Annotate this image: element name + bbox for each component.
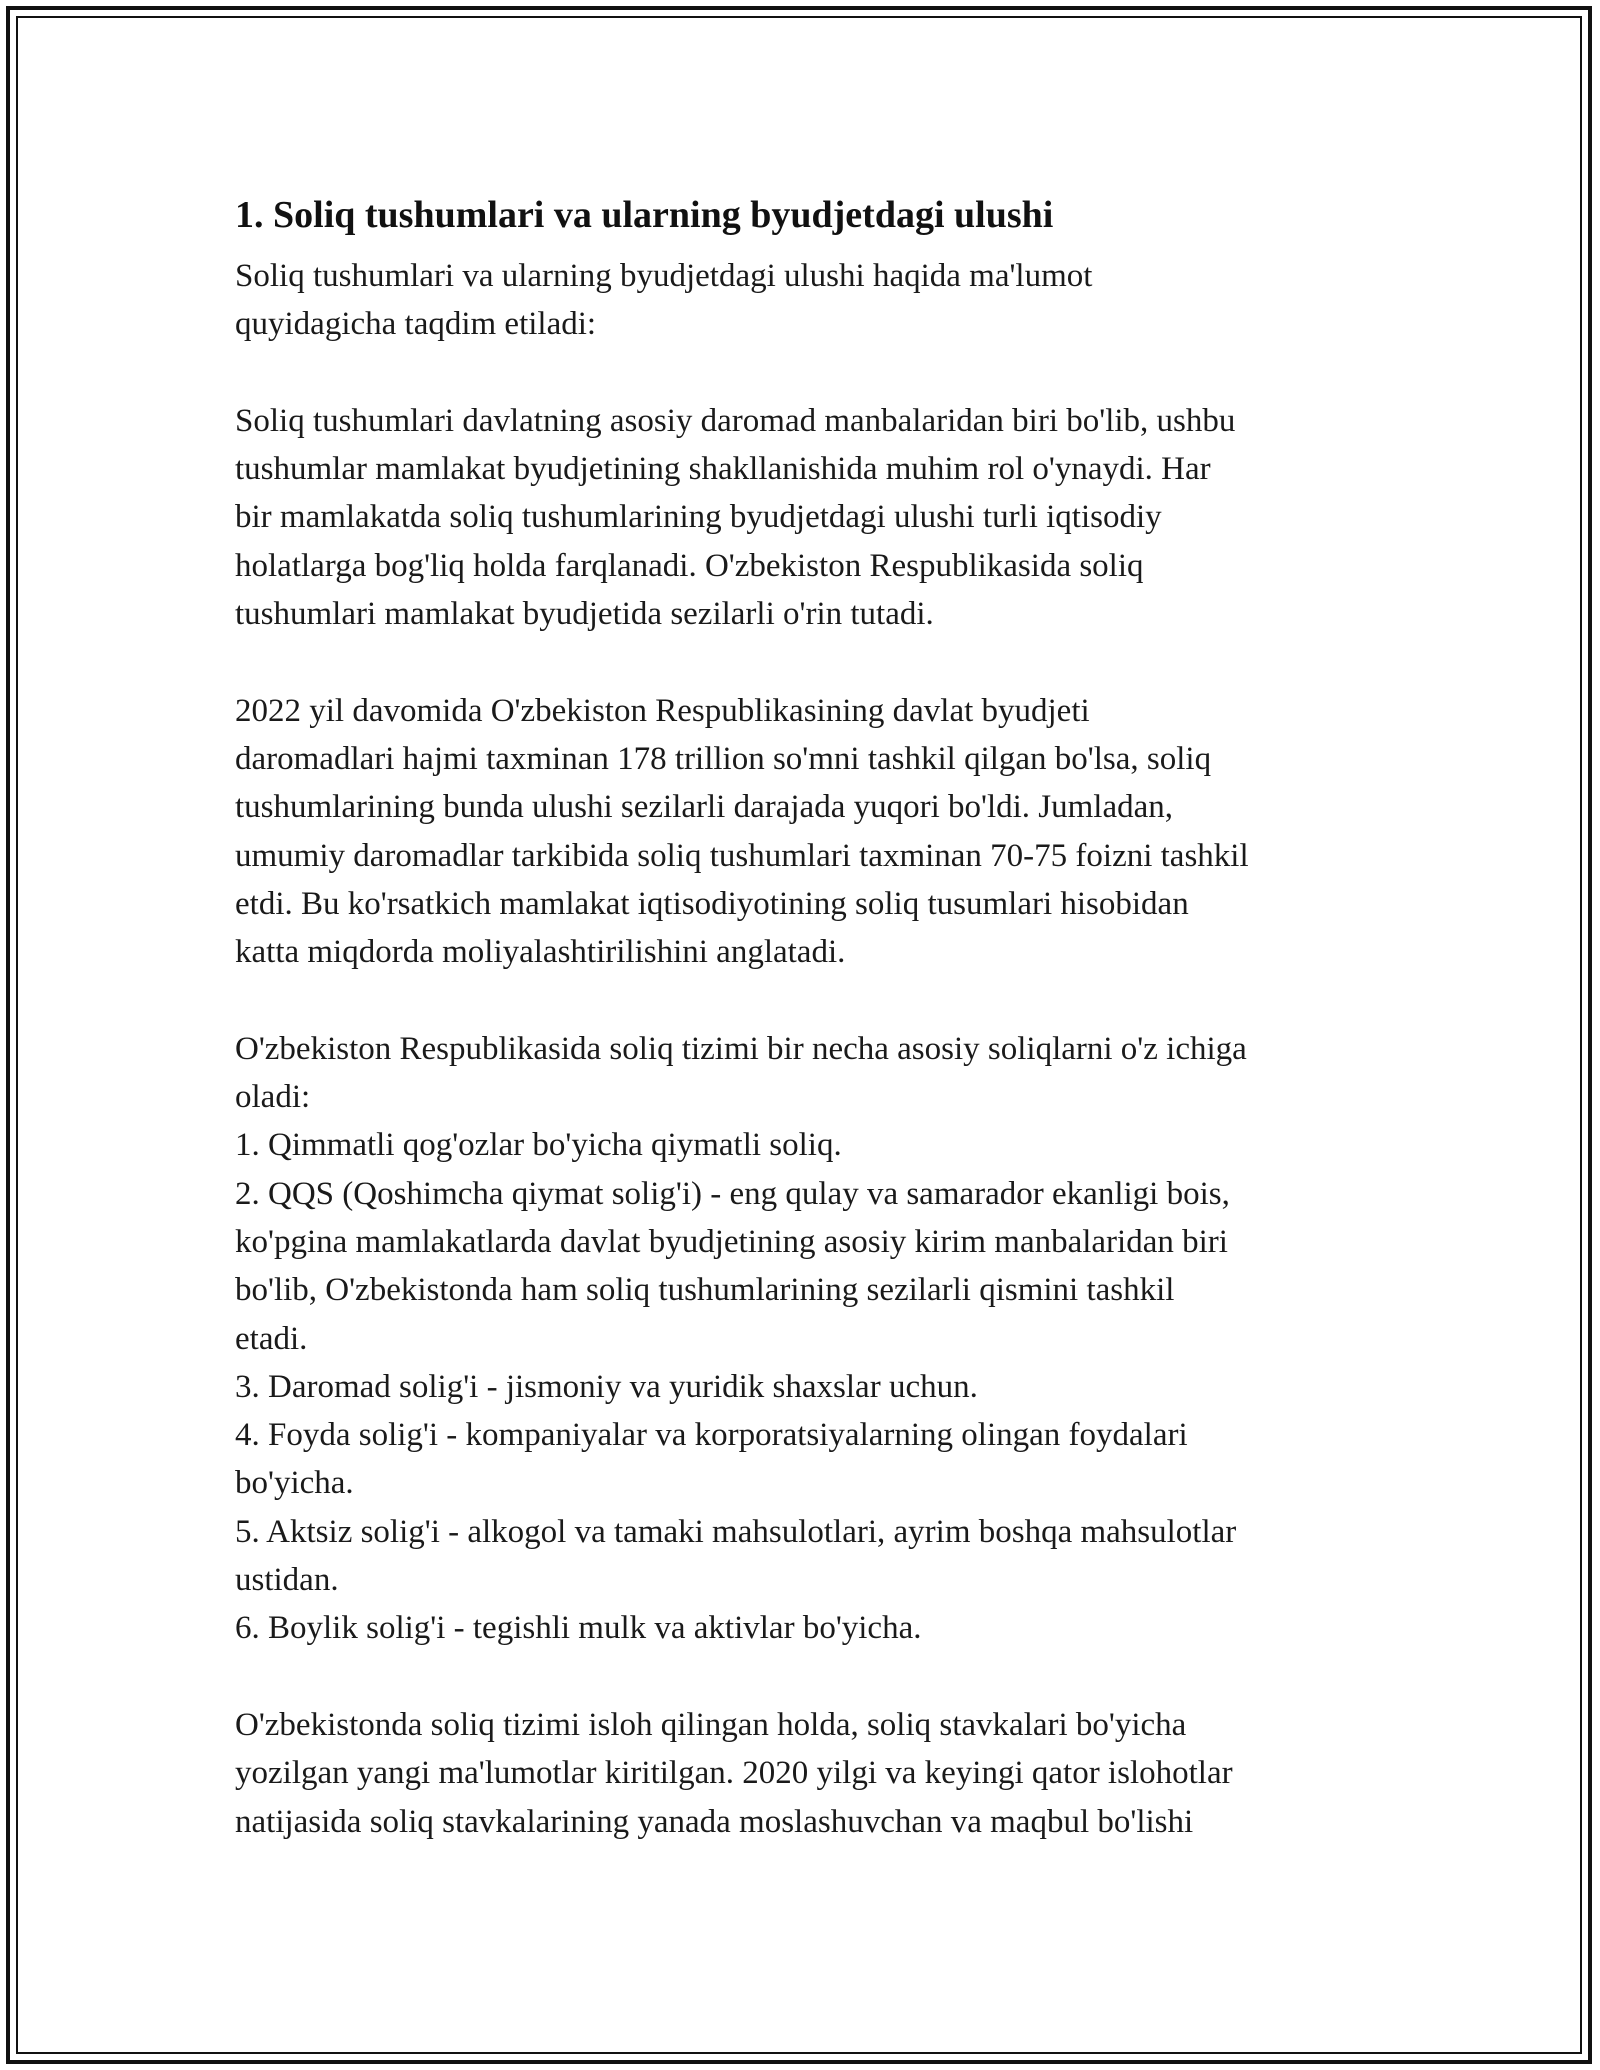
body-text: Soliq tushumlari va ularning byudjetdagi ulushi haqida ma'lumot quyidagicha taqdim etiladi: Soliq tushumlari davlatning asosiy daromad manbalaridan biri bo'lib, ushbu tushumlar mamlakat byudjetining shakllanishida muhim rol o'ynaydi. Har bir mamlakatda soliq tushumlarining byudjetdagi ulushi turli iqtisodiy holatlarga bog'liq holda farqlanadi. O'zbekiston Respublikasida soliq tushumlari mamlakat byudjetida sezilarli o'rin tutadi. 2022 yil davomida O'zbekiston Respublikasining davlat byudjeti daromadlari hajmi taxminan 178 trillion so'mni tashkil qilgan bo'lsa, soliq tushumlarining bunda ulushi sezilarli darajada yuqori bo'ldi. Jumladan, umumiy daromadlar tarkibida soliq tushumlari taxminan 70-75 foizni tashkil etdi. Bu ko'rsatkich mamlakat iqtisodiyotining soliq tusumlari hisobidan katta miqdorda moliyalashtirilishini anglatadi. O'zbekiston Respublikasida soliq tizimi bir necha asosiy soliqlarni o'z ichiga oladi: 1. Qimmatli qog'ozlar bo'yicha qiymatli soliq. 2. QQS (Qoshimcha qiymat solig'i) - eng qulay va samarador ekanligi bois, ko'pgina mamlakatlarda davlat byudjetining asosiy kirim manbalaridan biri bo'lib, O'zbekistonda ham soliq tushumlarining sezilarli qismini tashkil etadi. 3. Daromad solig'i - jismoniy va yuridik shaxslar uchun. 4. Foyda solig'i - kompaniyalar va korporatsiyalarning olingan foydalari bo'yicha. 5. Aktsiz solig'i - alkogol va tamaki mahsulotlari, ayrim boshqa mahsulotlar ustidan. 6. Boylik solig'i - tegishli mulk va aktivlar bo'yicha. O'zbekistonda soliq tizimi isloh qilingan holda, soliq stavkalari bo'yicha yozilgan yangi ma'lumotlar kiritilgan. 2020 yilgi va keyingi qator islohotlar natijasida soliq stavkalarining yanada moslashuvchan va maqbul bo'lishi: [235, 258, 1249, 1840]
document-content: [235, 186, 1375, 1846]
section-heading: 1. Soliq tushumlari va ularning byudjetdagi ulushi: [235, 194, 1054, 236]
